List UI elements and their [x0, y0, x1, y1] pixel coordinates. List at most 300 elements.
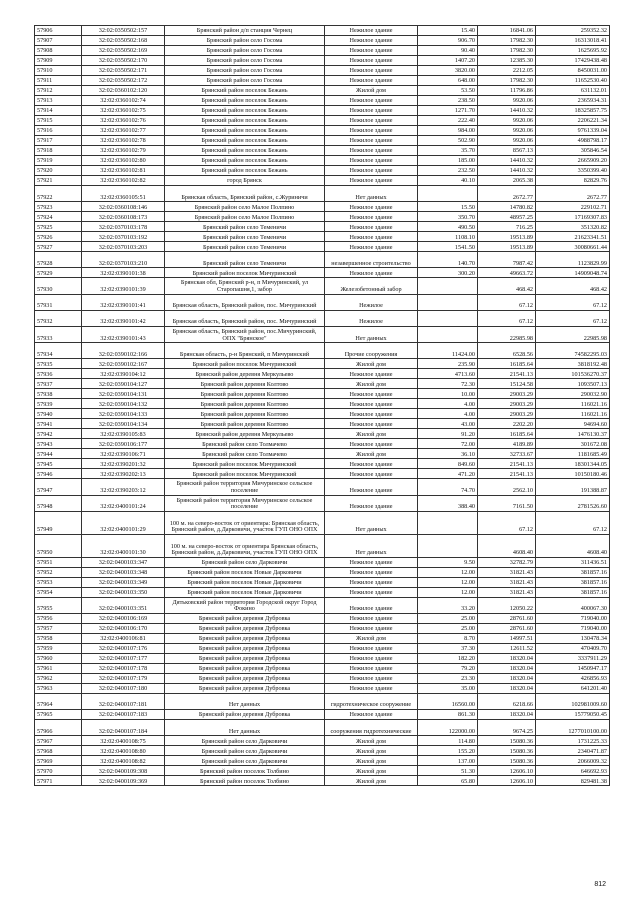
- table-row: [35, 419, 610, 429]
- address-cell: Брянский район поселок Бежань: [165, 126, 325, 136]
- table-row: [35, 76, 610, 86]
- address-cell: Брянская область, Брянский район, пос. Мичуринский: [165, 294, 325, 310]
- row-number-cell: 57953: [35, 577, 82, 587]
- table-body: [35, 26, 610, 786]
- page-number: 812: [594, 881, 606, 888]
- object-type-cell: Жилой дом: [325, 756, 418, 766]
- row-number-cell: 57965: [35, 710, 82, 720]
- unit-value-cell: 2672.77: [478, 186, 536, 202]
- cadastral-value-cell: 259352.32: [536, 26, 610, 36]
- area-cell: 1541.50: [418, 242, 478, 252]
- object-type-cell: Нежилое здание: [325, 653, 418, 663]
- table-row: [35, 116, 610, 126]
- area-cell: 9.50: [418, 557, 478, 567]
- row-number-cell: 57912: [35, 86, 82, 96]
- area-cell: [418, 534, 478, 557]
- row-number-cell: 57956: [35, 613, 82, 623]
- table-row: [35, 557, 610, 567]
- table-row: [35, 166, 610, 176]
- unit-value-cell: 48957.25: [478, 212, 536, 222]
- table-row: [35, 469, 610, 479]
- address-cell: Брянский район поселок Бежань: [165, 136, 325, 146]
- row-number-cell: 57951: [35, 557, 82, 567]
- address-cell: Брянский район село Толмачево: [165, 449, 325, 459]
- table-row: [35, 439, 610, 449]
- cadastral-value-cell: 631132.01: [536, 86, 610, 96]
- area-cell: 12.00: [418, 577, 478, 587]
- address-cell: Брянский район деревня Меркульево: [165, 429, 325, 439]
- table-row: [35, 567, 610, 577]
- cadastral-value-cell: 1450947.17: [536, 663, 610, 673]
- address-cell: Брянский район село Теменичи: [165, 242, 325, 252]
- cadastral-number-cell: 32:02:0370103:210: [82, 252, 165, 268]
- table-row: [35, 534, 610, 557]
- address-cell: Брянская область, р-н Брянский, п Мичуринский: [165, 343, 325, 359]
- object-type-cell: Нет данных: [325, 534, 418, 557]
- row-number-cell: 57913: [35, 96, 82, 106]
- table-row: [35, 766, 610, 776]
- object-type-cell: Нежилое здание: [325, 136, 418, 146]
- cadastral-number-cell: 32:02:0390104:131: [82, 389, 165, 399]
- area-cell: [418, 294, 478, 310]
- cadastral-value-cell: 1476130.37: [536, 429, 610, 439]
- table-row: [35, 776, 610, 786]
- address-cell: Брянский район поселок Новые Дарковичи: [165, 587, 325, 597]
- cadastral-number-cell: 32:02:0400106:81: [82, 633, 165, 643]
- cadastral-value-cell: 191388.87: [536, 479, 610, 495]
- table-row: [35, 56, 610, 66]
- area-cell: [418, 186, 478, 202]
- row-number-cell: 57909: [35, 56, 82, 66]
- row-number-cell: 57964: [35, 693, 82, 709]
- area-cell: 1271.70: [418, 106, 478, 116]
- area-cell: 43.00: [418, 419, 478, 429]
- object-type-cell: Нежилое здание: [325, 469, 418, 479]
- cadastral-value-cell: 8450031.00: [536, 66, 610, 76]
- object-type-cell: Нет данных: [325, 326, 418, 342]
- unit-value-cell: 716.25: [478, 222, 536, 232]
- address-cell: Брянский район село Малое Полпино: [165, 202, 325, 212]
- unit-value-cell: 14780.82: [478, 202, 536, 212]
- address-cell: Брянский район деревня Дубровка: [165, 623, 325, 633]
- address-cell: Брянский район поселок Мичуринский: [165, 459, 325, 469]
- row-number-cell: 57967: [35, 736, 82, 746]
- cadastral-value-cell: 1277010100.00: [536, 720, 610, 736]
- table-row: [35, 597, 610, 613]
- cadastral-number-cell: 32:02:0400103:349: [82, 577, 165, 587]
- address-cell: Брянский район село Теменичи: [165, 252, 325, 268]
- table-row: [35, 693, 610, 709]
- area-cell: 114.80: [418, 736, 478, 746]
- unit-value-cell: 21541.13: [478, 459, 536, 469]
- object-type-cell: Нежилое здание: [325, 419, 418, 429]
- address-cell: Брянский район деревня Дубровка: [165, 663, 325, 673]
- object-type-cell: Нежилое здание: [325, 166, 418, 176]
- area-cell: 35.70: [418, 146, 478, 156]
- address-cell: Брянский район деревня Дубровка: [165, 710, 325, 720]
- unit-value-cell: 2212.05: [478, 66, 536, 76]
- table-row: [35, 633, 610, 643]
- unit-value-cell: 31821.43: [478, 577, 536, 587]
- area-cell: [418, 326, 478, 342]
- cadastral-number-cell: 32:02:0400101:29: [82, 511, 165, 534]
- cadastral-number-cell: 32:02:0350502:168: [82, 36, 165, 46]
- address-cell: Брянский район село Госома: [165, 56, 325, 66]
- cadastral-value-cell: 290032.90: [536, 389, 610, 399]
- object-type-cell: Нежилое здание: [325, 623, 418, 633]
- object-type-cell: Нежилое здание: [325, 673, 418, 683]
- address-cell: Брянский район деревня Колтово: [165, 419, 325, 429]
- cadastral-value-cell: 10150180.46: [536, 469, 610, 479]
- unit-value-cell: 15124.58: [478, 379, 536, 389]
- row-number-cell: 57915: [35, 116, 82, 126]
- table-row: [35, 587, 610, 597]
- table-row: [35, 736, 610, 746]
- table-row: [35, 252, 610, 268]
- object-type-cell: Нежилое здание: [325, 577, 418, 587]
- unit-value-cell: 9920.06: [478, 116, 536, 126]
- area-cell: 471.20: [418, 469, 478, 479]
- unit-value-cell: 19513.89: [478, 232, 536, 242]
- address-cell: Брянский район село Теменичи: [165, 232, 325, 242]
- area-cell: 648.00: [418, 76, 478, 86]
- cadastral-number-cell: 32:02:0350502:171: [82, 66, 165, 76]
- unit-value-cell: 9920.06: [478, 126, 536, 136]
- table-row: [35, 310, 610, 326]
- table-row: [35, 294, 610, 310]
- table-row: [35, 126, 610, 136]
- unit-value-cell: 28761.60: [478, 623, 536, 633]
- table-row: [35, 268, 610, 278]
- area-cell: 11424.00: [418, 343, 478, 359]
- unit-value-cell: 67.12: [478, 310, 536, 326]
- table-row: [35, 36, 610, 46]
- unit-value-cell: 18320.04: [478, 710, 536, 720]
- row-number-cell: 57917: [35, 136, 82, 146]
- table-row: [35, 369, 610, 379]
- unit-value-cell: 18320.04: [478, 663, 536, 673]
- row-number-cell: 57946: [35, 469, 82, 479]
- unit-value-cell: 49663.72: [478, 268, 536, 278]
- row-number-cell: 57941: [35, 419, 82, 429]
- table-row: [35, 577, 610, 587]
- address-cell: 100 м. на северо-восток от ориентира Брянская область, Брянский район, д.Дарковичи, участок ГУП ОНО ОПХ: [165, 534, 325, 557]
- area-cell: 51.30: [418, 766, 478, 776]
- row-number-cell: 57927: [35, 242, 82, 252]
- address-cell: Брянский район поселок Бежань: [165, 166, 325, 176]
- cadastral-number-cell: 32:02:0360102:80: [82, 156, 165, 166]
- cadastral-number-cell: 32:02:0390102:167: [82, 359, 165, 369]
- area-cell: 72.00: [418, 439, 478, 449]
- object-type-cell: Нежилое здание: [325, 389, 418, 399]
- object-type-cell: Нежилое здание: [325, 66, 418, 76]
- table-row: [35, 222, 610, 232]
- object-type-cell: Нежилое здание: [325, 479, 418, 495]
- unit-value-cell: 8567.13: [478, 146, 536, 156]
- address-cell: Брянский район деревня Колтово: [165, 409, 325, 419]
- unit-value-cell: 15080.36: [478, 736, 536, 746]
- table-row: [35, 459, 610, 469]
- unit-value-cell: 14410.32: [478, 166, 536, 176]
- table-row: [35, 449, 610, 459]
- cadastral-number-cell: 32:02:0400108:75: [82, 736, 165, 746]
- cadastral-value-cell: 67.12: [536, 294, 610, 310]
- object-type-cell: Нежилое здание: [325, 222, 418, 232]
- cadastral-value-cell: 311436.51: [536, 557, 610, 567]
- cadastral-number-cell: 32:02:0390101:39: [82, 278, 165, 294]
- row-number-cell: 57907: [35, 36, 82, 46]
- address-cell: Брянский район село Госома: [165, 36, 325, 46]
- table-row: [35, 26, 610, 36]
- unit-value-cell: 21541.13: [478, 469, 536, 479]
- cadastral-value-cell: 102981009.60: [536, 693, 610, 709]
- row-number-cell: 57960: [35, 653, 82, 663]
- cadastral-number-cell: 32:02:0390101:38: [82, 268, 165, 278]
- area-cell: 861.30: [418, 710, 478, 720]
- row-number-cell: 57955: [35, 597, 82, 613]
- row-number-cell: 57922: [35, 186, 82, 202]
- address-cell: 100 м. на северо-восток от ориентира: Брянская область, Брянский район, д.Дарковичи, участок ГУП ОНО ОПХ: [165, 511, 325, 534]
- area-cell: 1407.20: [418, 56, 478, 66]
- cadastral-number-cell: 32:02:0390202:13: [82, 469, 165, 479]
- cadastral-value-cell: 1731225.33: [536, 736, 610, 746]
- cadastral-value-cell: 11652530.40: [536, 76, 610, 86]
- table-row: [35, 146, 610, 156]
- row-number-cell: 57932: [35, 310, 82, 326]
- cadastral-value-cell: 94694.60: [536, 419, 610, 429]
- address-cell: Брянский район деревня Меркульево: [165, 369, 325, 379]
- row-number-cell: 57949: [35, 511, 82, 534]
- object-type-cell: Жилой дом: [325, 379, 418, 389]
- cadastral-value-cell: 101536270.37: [536, 369, 610, 379]
- row-number-cell: 57971: [35, 776, 82, 786]
- unit-value-cell: 14410.32: [478, 156, 536, 166]
- cadastral-number-cell: 32:02:0360102:78: [82, 136, 165, 146]
- object-type-cell: Жилой дом: [325, 449, 418, 459]
- object-type-cell: Нежилое здание: [325, 409, 418, 419]
- area-cell: 4713.60: [418, 369, 478, 379]
- object-type-cell: Нежилое здание: [325, 202, 418, 212]
- object-type-cell: Жилой дом: [325, 766, 418, 776]
- area-cell: 10.00: [418, 389, 478, 399]
- address-cell: Брянский район поселок Бежань: [165, 156, 325, 166]
- table-row: [35, 643, 610, 653]
- object-type-cell: Нежилое здание: [325, 26, 418, 36]
- table-row: [35, 212, 610, 222]
- cadastral-value-cell: 829481.38: [536, 776, 610, 786]
- unit-value-cell: 4608.40: [478, 534, 536, 557]
- unit-value-cell: 18320.04: [478, 653, 536, 663]
- address-cell: Брянский район территория Мичуринское сельское поселение: [165, 479, 325, 495]
- address-cell: Брянский район поселок Толбино: [165, 776, 325, 786]
- address-cell: Брянский район поселок Новые Дарковичи: [165, 577, 325, 587]
- table-row: [35, 399, 610, 409]
- row-number-cell: 57926: [35, 232, 82, 242]
- object-type-cell: Нежилое здание: [325, 399, 418, 409]
- area-cell: 906.70: [418, 36, 478, 46]
- cadastral-number-cell: 32:02:0390201:32: [82, 459, 165, 469]
- unit-value-cell: 9920.06: [478, 136, 536, 146]
- table-row: [35, 673, 610, 683]
- table-row: [35, 511, 610, 534]
- object-type-cell: Железобетонный забор: [325, 278, 418, 294]
- unit-value-cell: 17982.30: [478, 76, 536, 86]
- address-cell: Брянская область, Брянский район, пос. Мичуринский: [165, 310, 325, 326]
- cadastral-value-cell: 9761339.04: [536, 126, 610, 136]
- address-cell: Брянский район село Дарковичи: [165, 746, 325, 756]
- cadastral-value-cell: 381857.16: [536, 577, 610, 587]
- unit-value-cell: 29003.29: [478, 399, 536, 409]
- table-row: [35, 756, 610, 766]
- row-number-cell: 57936: [35, 369, 82, 379]
- row-number-cell: 57925: [35, 222, 82, 232]
- area-cell: 35.00: [418, 683, 478, 693]
- address-cell: Брянский район деревня Дубровка: [165, 653, 325, 663]
- row-number-cell: 57911: [35, 76, 82, 86]
- table-row: [35, 683, 610, 693]
- cadastral-number-cell: 32:02:0360102:77: [82, 126, 165, 136]
- row-number-cell: 57930: [35, 278, 82, 294]
- cadastral-number-cell: 32:02:0400106:169: [82, 613, 165, 623]
- table-row: [35, 176, 610, 186]
- table-row: [35, 278, 610, 294]
- cadastral-value-cell: 229102.71: [536, 202, 610, 212]
- cadastral-number-cell: 32:02:0360105:51: [82, 186, 165, 202]
- address-cell: Брянский район поселок Бежань: [165, 116, 325, 126]
- cadastral-value-cell: 381857.16: [536, 587, 610, 597]
- unit-value-cell: 15080.36: [478, 746, 536, 756]
- unit-value-cell: 22985.98: [478, 326, 536, 342]
- cadastral-number-cell: 32:02:0350502:169: [82, 46, 165, 56]
- unit-value-cell: 16841.06: [478, 26, 536, 36]
- cadastral-number-cell: 32:02:0390104:12: [82, 369, 165, 379]
- object-type-cell: Нежилое здание: [325, 587, 418, 597]
- object-type-cell: Нежилое здание: [325, 643, 418, 653]
- object-type-cell: Нежилое: [325, 294, 418, 310]
- row-number-cell: 57944: [35, 449, 82, 459]
- row-number-cell: 57933: [35, 326, 82, 342]
- cadastral-value-cell: 116021.16: [536, 399, 610, 409]
- area-cell: 122000.00: [418, 720, 478, 736]
- address-cell: Брянский район село Дарковичи: [165, 557, 325, 567]
- address-cell: Брянский район село Госома: [165, 66, 325, 76]
- row-number-cell: 57937: [35, 379, 82, 389]
- cadastral-value-cell: 17169307.83: [536, 212, 610, 222]
- cadastral-value-cell: 2781526.60: [536, 495, 610, 511]
- cadastral-value-cell: 719040.00: [536, 613, 610, 623]
- address-cell: Брянский район поселок Толбино: [165, 766, 325, 776]
- area-cell: 4.00: [418, 399, 478, 409]
- table-row: [35, 242, 610, 252]
- object-type-cell: Нежилое здание: [325, 242, 418, 252]
- cadastral-value-table: [34, 25, 610, 786]
- unit-value-cell: 2562.10: [478, 479, 536, 495]
- address-cell: Брянский район поселок Мичуринский: [165, 359, 325, 369]
- cadastral-number-cell: 32:02:0360102:82: [82, 176, 165, 186]
- cadastral-number-cell: 32:02:0390101:41: [82, 294, 165, 310]
- unit-value-cell: 16185.64: [478, 429, 536, 439]
- table-row: [35, 359, 610, 369]
- cadastral-number-cell: 32:02:0360102:75: [82, 106, 165, 116]
- cadastral-value-cell: 301672.08: [536, 439, 610, 449]
- cadastral-number-cell: 32:02:0360108:146: [82, 202, 165, 212]
- cadastral-value-cell: 17429438.48: [536, 56, 610, 66]
- unit-value-cell: 6218.66: [478, 693, 536, 709]
- table-row: [35, 613, 610, 623]
- cadastral-number-cell: 32:02:0370103:192: [82, 232, 165, 242]
- area-cell: 502.90: [418, 136, 478, 146]
- object-type-cell: Нежилое здание: [325, 96, 418, 106]
- cadastral-value-cell: 2365934.31: [536, 96, 610, 106]
- row-number-cell: 57948: [35, 495, 82, 511]
- object-type-cell: Нежилое здание: [325, 156, 418, 166]
- unit-value-cell: 31821.43: [478, 567, 536, 577]
- object-type-cell: Нежилое здание: [325, 597, 418, 613]
- object-type-cell: Жилой дом: [325, 86, 418, 96]
- area-cell: 350.70: [418, 212, 478, 222]
- address-cell: Брянский район село Малое Полпино: [165, 212, 325, 222]
- address-cell: Брянский район территория Мичуринское сельское поселение: [165, 495, 325, 511]
- cadastral-value-cell: 2672.77: [536, 186, 610, 202]
- address-cell: Брянский район деревня Колтово: [165, 389, 325, 399]
- cadastral-number-cell: 32:02:0350502:170: [82, 56, 165, 66]
- cadastral-value-cell: 305846.54: [536, 146, 610, 156]
- address-cell: Брянский район село Дарковичи: [165, 736, 325, 746]
- area-cell: 25.00: [418, 613, 478, 623]
- object-type-cell: Жилой дом: [325, 746, 418, 756]
- unit-value-cell: 9920.06: [478, 96, 536, 106]
- row-number-cell: 57957: [35, 623, 82, 633]
- row-number-cell: 57920: [35, 166, 82, 176]
- area-cell: 23.30: [418, 673, 478, 683]
- cadastral-number-cell: 32:02:0390104:127: [82, 379, 165, 389]
- address-cell: Брянский район деревня Дубровка: [165, 643, 325, 653]
- object-type-cell: Нежилое здание: [325, 36, 418, 46]
- cadastral-number-cell: 32:02:0400101:30: [82, 534, 165, 557]
- object-type-cell: Нежилое: [325, 310, 418, 326]
- table-row: [35, 326, 610, 342]
- cadastral-number-cell: 32:02:0400103:351: [82, 597, 165, 613]
- address-cell: Брянский район деревня Дубровка: [165, 633, 325, 643]
- cadastral-number-cell: 32:02:0390101:43: [82, 326, 165, 342]
- row-number-cell: 57947: [35, 479, 82, 495]
- area-cell: 25.00: [418, 623, 478, 633]
- cadastral-number-cell: 32:02:0390203:12: [82, 479, 165, 495]
- object-type-cell: Нежилое здание: [325, 116, 418, 126]
- cadastral-value-cell: 22985.98: [536, 326, 610, 342]
- cadastral-number-cell: 32:02:0400101:24: [82, 495, 165, 511]
- cadastral-number-cell: 32:02:0350502:172: [82, 76, 165, 86]
- address-cell: Брянский район село Теменичи: [165, 222, 325, 232]
- area-cell: [418, 278, 478, 294]
- unit-value-cell: 2202.20: [478, 419, 536, 429]
- object-type-cell: сооружения гидротехнические: [325, 720, 418, 736]
- object-type-cell: Нежилое здание: [325, 557, 418, 567]
- area-cell: 79.20: [418, 663, 478, 673]
- address-cell: Брянский район деревня Колтово: [165, 379, 325, 389]
- row-number-cell: 57916: [35, 126, 82, 136]
- row-number-cell: 57929: [35, 268, 82, 278]
- row-number-cell: 57952: [35, 567, 82, 577]
- object-type-cell: Нет данных: [325, 186, 418, 202]
- area-cell: 185.00: [418, 156, 478, 166]
- cadastral-value-cell: 3818192.48: [536, 359, 610, 369]
- area-cell: 65.80: [418, 776, 478, 786]
- area-cell: 16560.00: [418, 693, 478, 709]
- unit-value-cell: 16185.64: [478, 359, 536, 369]
- address-cell: Брянский район поселок Бежань: [165, 106, 325, 116]
- object-type-cell: Нежилое здание: [325, 76, 418, 86]
